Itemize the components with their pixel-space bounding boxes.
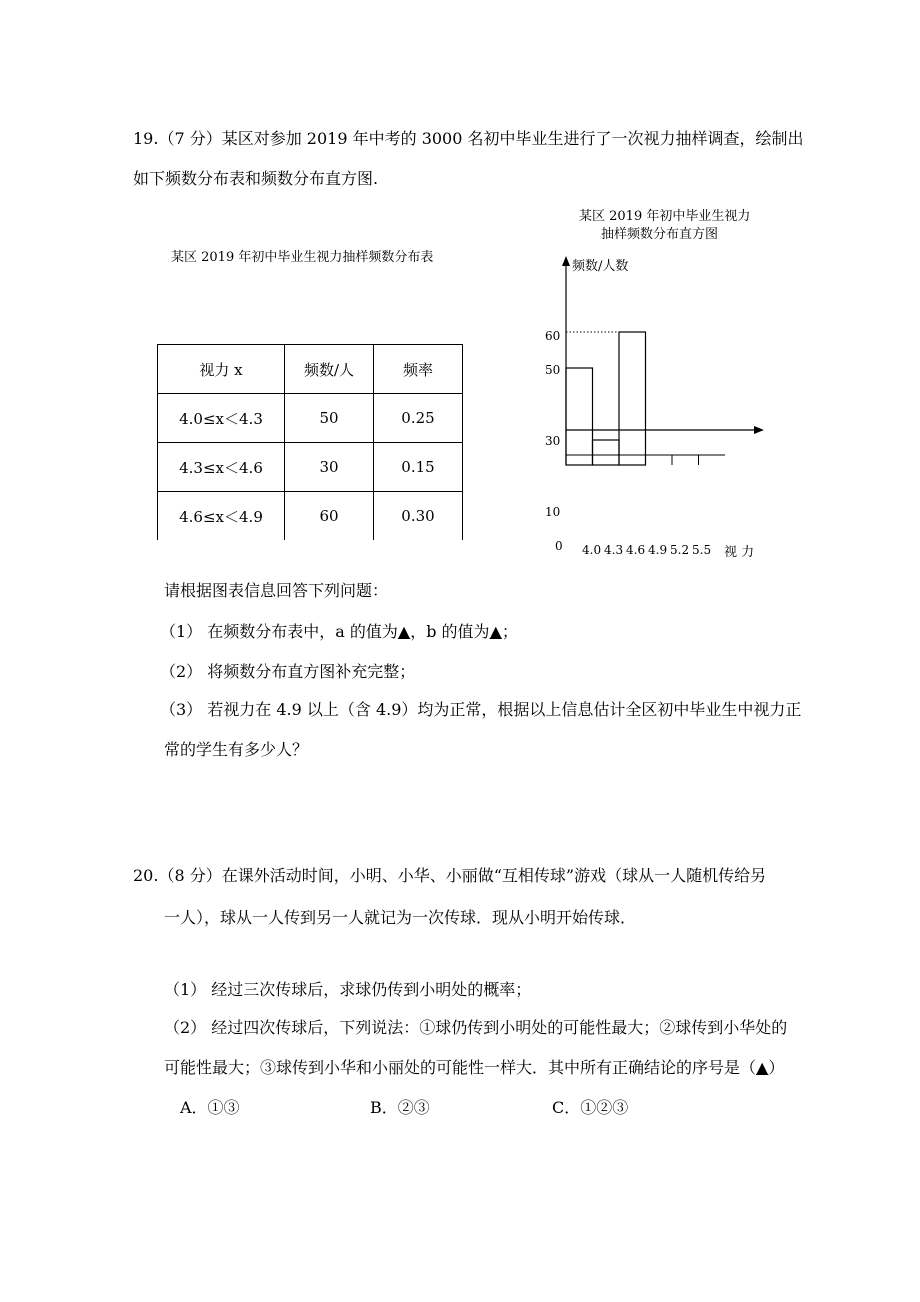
chart-title-2: 抽样频数分布直方图 [601, 227, 719, 242]
histogram-bar [593, 440, 620, 465]
table-cell: 4.0≤x＜4.3 [158, 394, 285, 443]
chart-title-1: 某区 2019 年初中毕业生视力 [579, 209, 751, 224]
x-axis-arrow [754, 426, 764, 434]
y-tick-label: 0 [555, 539, 563, 553]
x-axis-label: 视 力 [724, 545, 755, 560]
q20-sub2-line2 [164, 1055, 784, 1078]
q20-line2: 一人），球从一人传到另一人就记为一次传球．现从小明开始传球． [164, 908, 637, 927]
q20-sub1: （1） 经过三次传球后，求球仍传到小明处的概率； [164, 980, 532, 999]
q19-sub2: （2） 将频数分布直方图补充完整； [160, 662, 416, 681]
table-title: 某区 2019 年初中毕业生视力抽样频数分布表 [171, 250, 434, 265]
y-axis-label: 频数/人数 [572, 259, 629, 274]
q19-sub1 [160, 619, 518, 642]
table-cell: 4.6≤x＜4.9 [158, 492, 285, 541]
q19-line2: 如下频数分布表和频数分布直方图. [133, 169, 379, 188]
frequency-table [157, 344, 463, 540]
option-c: C．①②③ [552, 1098, 629, 1117]
x-tick-label: 4.3 [604, 543, 624, 557]
answer-triangle: ▲ [397, 622, 411, 641]
table-row [158, 492, 463, 541]
q19-sub3-line2: 常的学生有多少人？ [164, 740, 309, 759]
table-cell: 30 [285, 443, 374, 492]
x-tick-label: 4.9 [648, 543, 668, 557]
y-tick-label: 30 [545, 434, 561, 448]
answer-triangle: ▲ [756, 1058, 769, 1077]
option-a: A．①③ [180, 1098, 240, 1117]
table-cell: 0.15 [374, 443, 463, 492]
table-cell: 50 [285, 394, 374, 443]
y-tick-label: 10 [545, 505, 561, 519]
q19-sub1-mid: ，b 的值为 [410, 622, 490, 641]
histogram-chart [530, 250, 780, 565]
table-cell: 4.3≤x＜4.6 [158, 443, 285, 492]
table-cell: 60 [285, 492, 374, 541]
x-tick-label: 5.5 [692, 543, 712, 557]
q20-sub2-line1: （2） 经过四次传球后，下列说法：①球仍传到小明处的可能性最大；②球传到小华处的 [164, 1018, 788, 1037]
x-tick-label: 5.2 [670, 543, 690, 557]
q19-prompt: 请根据图表信息回答下列问题： [164, 581, 389, 600]
y-tick-label: 50 [545, 363, 561, 377]
q20-sub2-line2-text: 可能性最大；③球传到小华和小丽处的可能性一样大．其中所有正确结论的序号是（ [164, 1058, 757, 1077]
q20-sub2-line2-end: ） [768, 1058, 785, 1077]
q19-sub1-end: ； [501, 622, 518, 641]
x-tick-label: 4.0 [582, 543, 602, 557]
histogram-bar [619, 332, 646, 465]
table-header: 频率 [374, 345, 463, 394]
table-cell: 0.25 [374, 394, 463, 443]
y-axis-arrow [562, 256, 570, 266]
y-tick-label: 60 [545, 329, 561, 343]
table-row [158, 443, 463, 492]
table-header: 频数/人 [285, 345, 374, 394]
x-tick-label: 4.6 [626, 543, 646, 557]
option-b: B．②③ [370, 1098, 430, 1117]
table-cell: 0.30 [374, 492, 463, 541]
answer-triangle: ▲ [489, 622, 502, 641]
q20-line1: 20.（8 分）在课外活动时间，小明、小华、小丽做“互相传球”游戏（球从一人随机传给另 [133, 866, 767, 885]
table-row [158, 394, 463, 443]
table-header-row [158, 345, 463, 394]
q19-line1: 19.（7 分）某区对参加 2019 年中考的 3000 名初中毕业生进行了一次视力抽样调查，绘制出 [133, 129, 804, 148]
q19-sub1-text: （1） 在频数分布表中，a 的值为 [160, 622, 398, 641]
histogram-bar [566, 368, 593, 465]
table-header: 视力 x [158, 345, 285, 394]
q19-sub3-line1: （3） 若视力在 4.9 以上（含 4.9）均为正常，根据以上信息估计全区初中毕业生中视力正 [160, 700, 802, 719]
